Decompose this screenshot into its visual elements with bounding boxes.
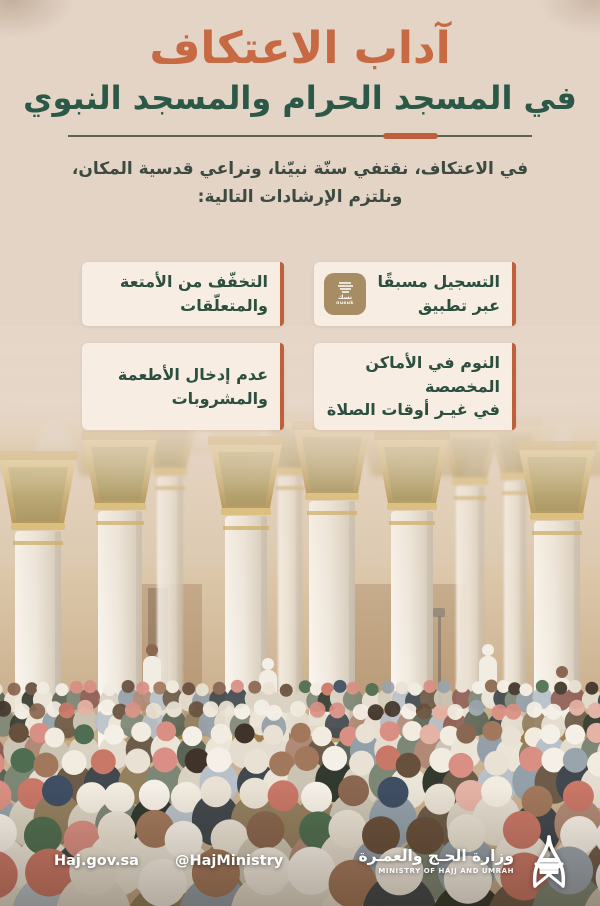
card-accent-bar	[512, 343, 516, 430]
nusuk-app-icon: نسك nusuk	[324, 273, 366, 315]
guideline-card-luggage	[82, 262, 284, 326]
page-title: آداب الاعتكاف	[149, 23, 451, 74]
guideline-card-sleeping	[314, 343, 516, 430]
ministry-logo-icon	[524, 833, 574, 889]
divider	[68, 132, 532, 140]
divider-accent	[383, 133, 438, 139]
guideline-cards	[0, 262, 600, 430]
intro-text	[60, 156, 540, 211]
card-accent-bar	[512, 262, 516, 326]
card-accent-bar	[280, 343, 284, 430]
intro-line-2: ونلتزم الإرشادات التالية:	[197, 186, 403, 207]
website-link[interactable]: Haj.gov.sa	[54, 853, 139, 869]
footer-links	[54, 853, 283, 869]
page-subtitle: في المسجد الحرام والمسجد النبوي	[23, 78, 577, 117]
nusuk-emblem-icon	[335, 281, 355, 294]
footer	[0, 820, 600, 906]
card-text: النوم في الأماكن المخصصة في غيـر أوقات الصلاة	[326, 353, 500, 420]
card-text: التخفّف من الأمتعة والمتعلّقات	[119, 272, 268, 315]
card-accent-bar	[280, 262, 284, 326]
guideline-card-registration	[314, 262, 516, 326]
divider-line	[68, 135, 532, 137]
ministry-lockup	[358, 833, 574, 889]
ministry-name-ar: وزارة الحـج والعمـرة	[358, 846, 514, 865]
card-text: التسجيل مسبقًا عبر تطبيق	[377, 272, 500, 315]
header	[0, 0, 600, 211]
social-handle[interactable]: @HajMinistry	[174, 853, 284, 869]
card-text: عدم إدخال الأطعمة والمشروبات	[117, 364, 268, 408]
ministry-name-en: MINISTRY OF HAJJ AND UMRAH	[378, 867, 514, 876]
intro-line-1: في الاعتكاف، نقتفي سنّة نبيّنا، ونراعي قدسية المكان،	[71, 159, 529, 180]
guideline-card-food	[82, 343, 284, 430]
ministry-name	[358, 847, 514, 876]
